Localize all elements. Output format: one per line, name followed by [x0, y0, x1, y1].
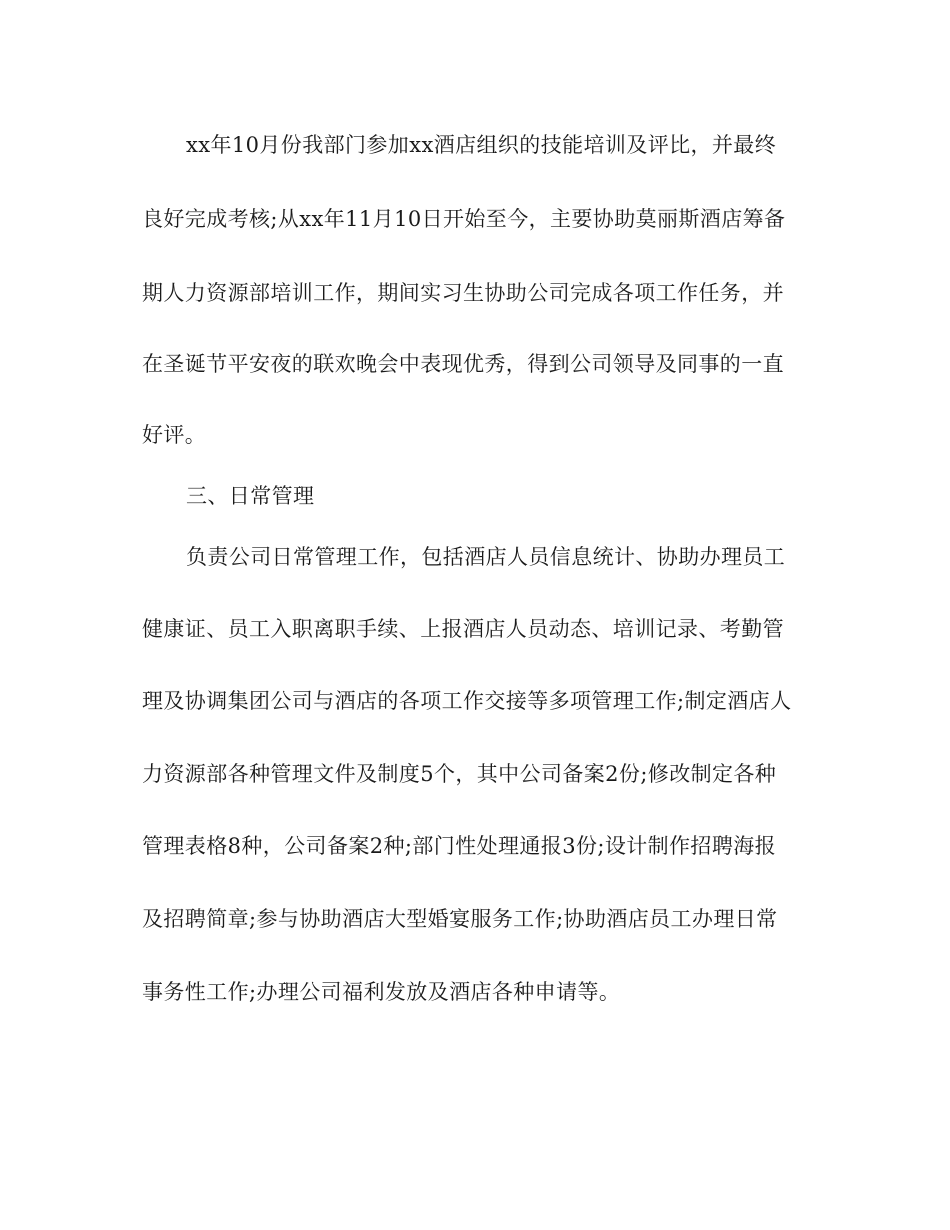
- paragraph-line: 管理表格8种，公司备案2种;部门性处理通报3份;设计制作招聘海报: [142, 834, 777, 858]
- paragraph-line: 良好完成考核;从xx年11月10日开始至今，主要协助莫丽斯酒店筹备: [142, 207, 786, 231]
- paragraph-line: 在圣诞节平安夜的联欢晚会中表现优秀，得到公司领导及同事的一直: [142, 352, 784, 376]
- paragraph-line: 理及协调集团公司与酒店的各项工作交接等多项管理工作;制定酒店人: [142, 689, 792, 713]
- paragraph-line: 期人力资源部培训工作，期间实习生协助公司完成各项工作任务，并: [142, 281, 784, 305]
- paragraph-line: 负责公司日常管理工作，包括酒店人员信息统计、协助办理员工: [186, 545, 786, 569]
- paragraph-line: xx年10月份我部门参加xx酒店组织的技能培训及评比，并最终: [186, 133, 777, 157]
- paragraph-line: 及招聘简章;参与协助酒店大型婚宴服务工作;协助酒店员工办理日常: [142, 907, 778, 931]
- section-heading: 三、日常管理: [186, 484, 315, 508]
- paragraph-line: 好评。: [142, 423, 207, 447]
- paragraph-line: 事务性工作;办理公司福利发放及酒店各种申请等。: [142, 980, 621, 1004]
- paragraph-line: 健康证、员工入职离职手续、上报酒店人员动态、培训记录、考勤管: [142, 617, 784, 641]
- paragraph-line: 力资源部各种管理文件及制度5个，其中公司备案2份;修改制定各种: [142, 762, 777, 786]
